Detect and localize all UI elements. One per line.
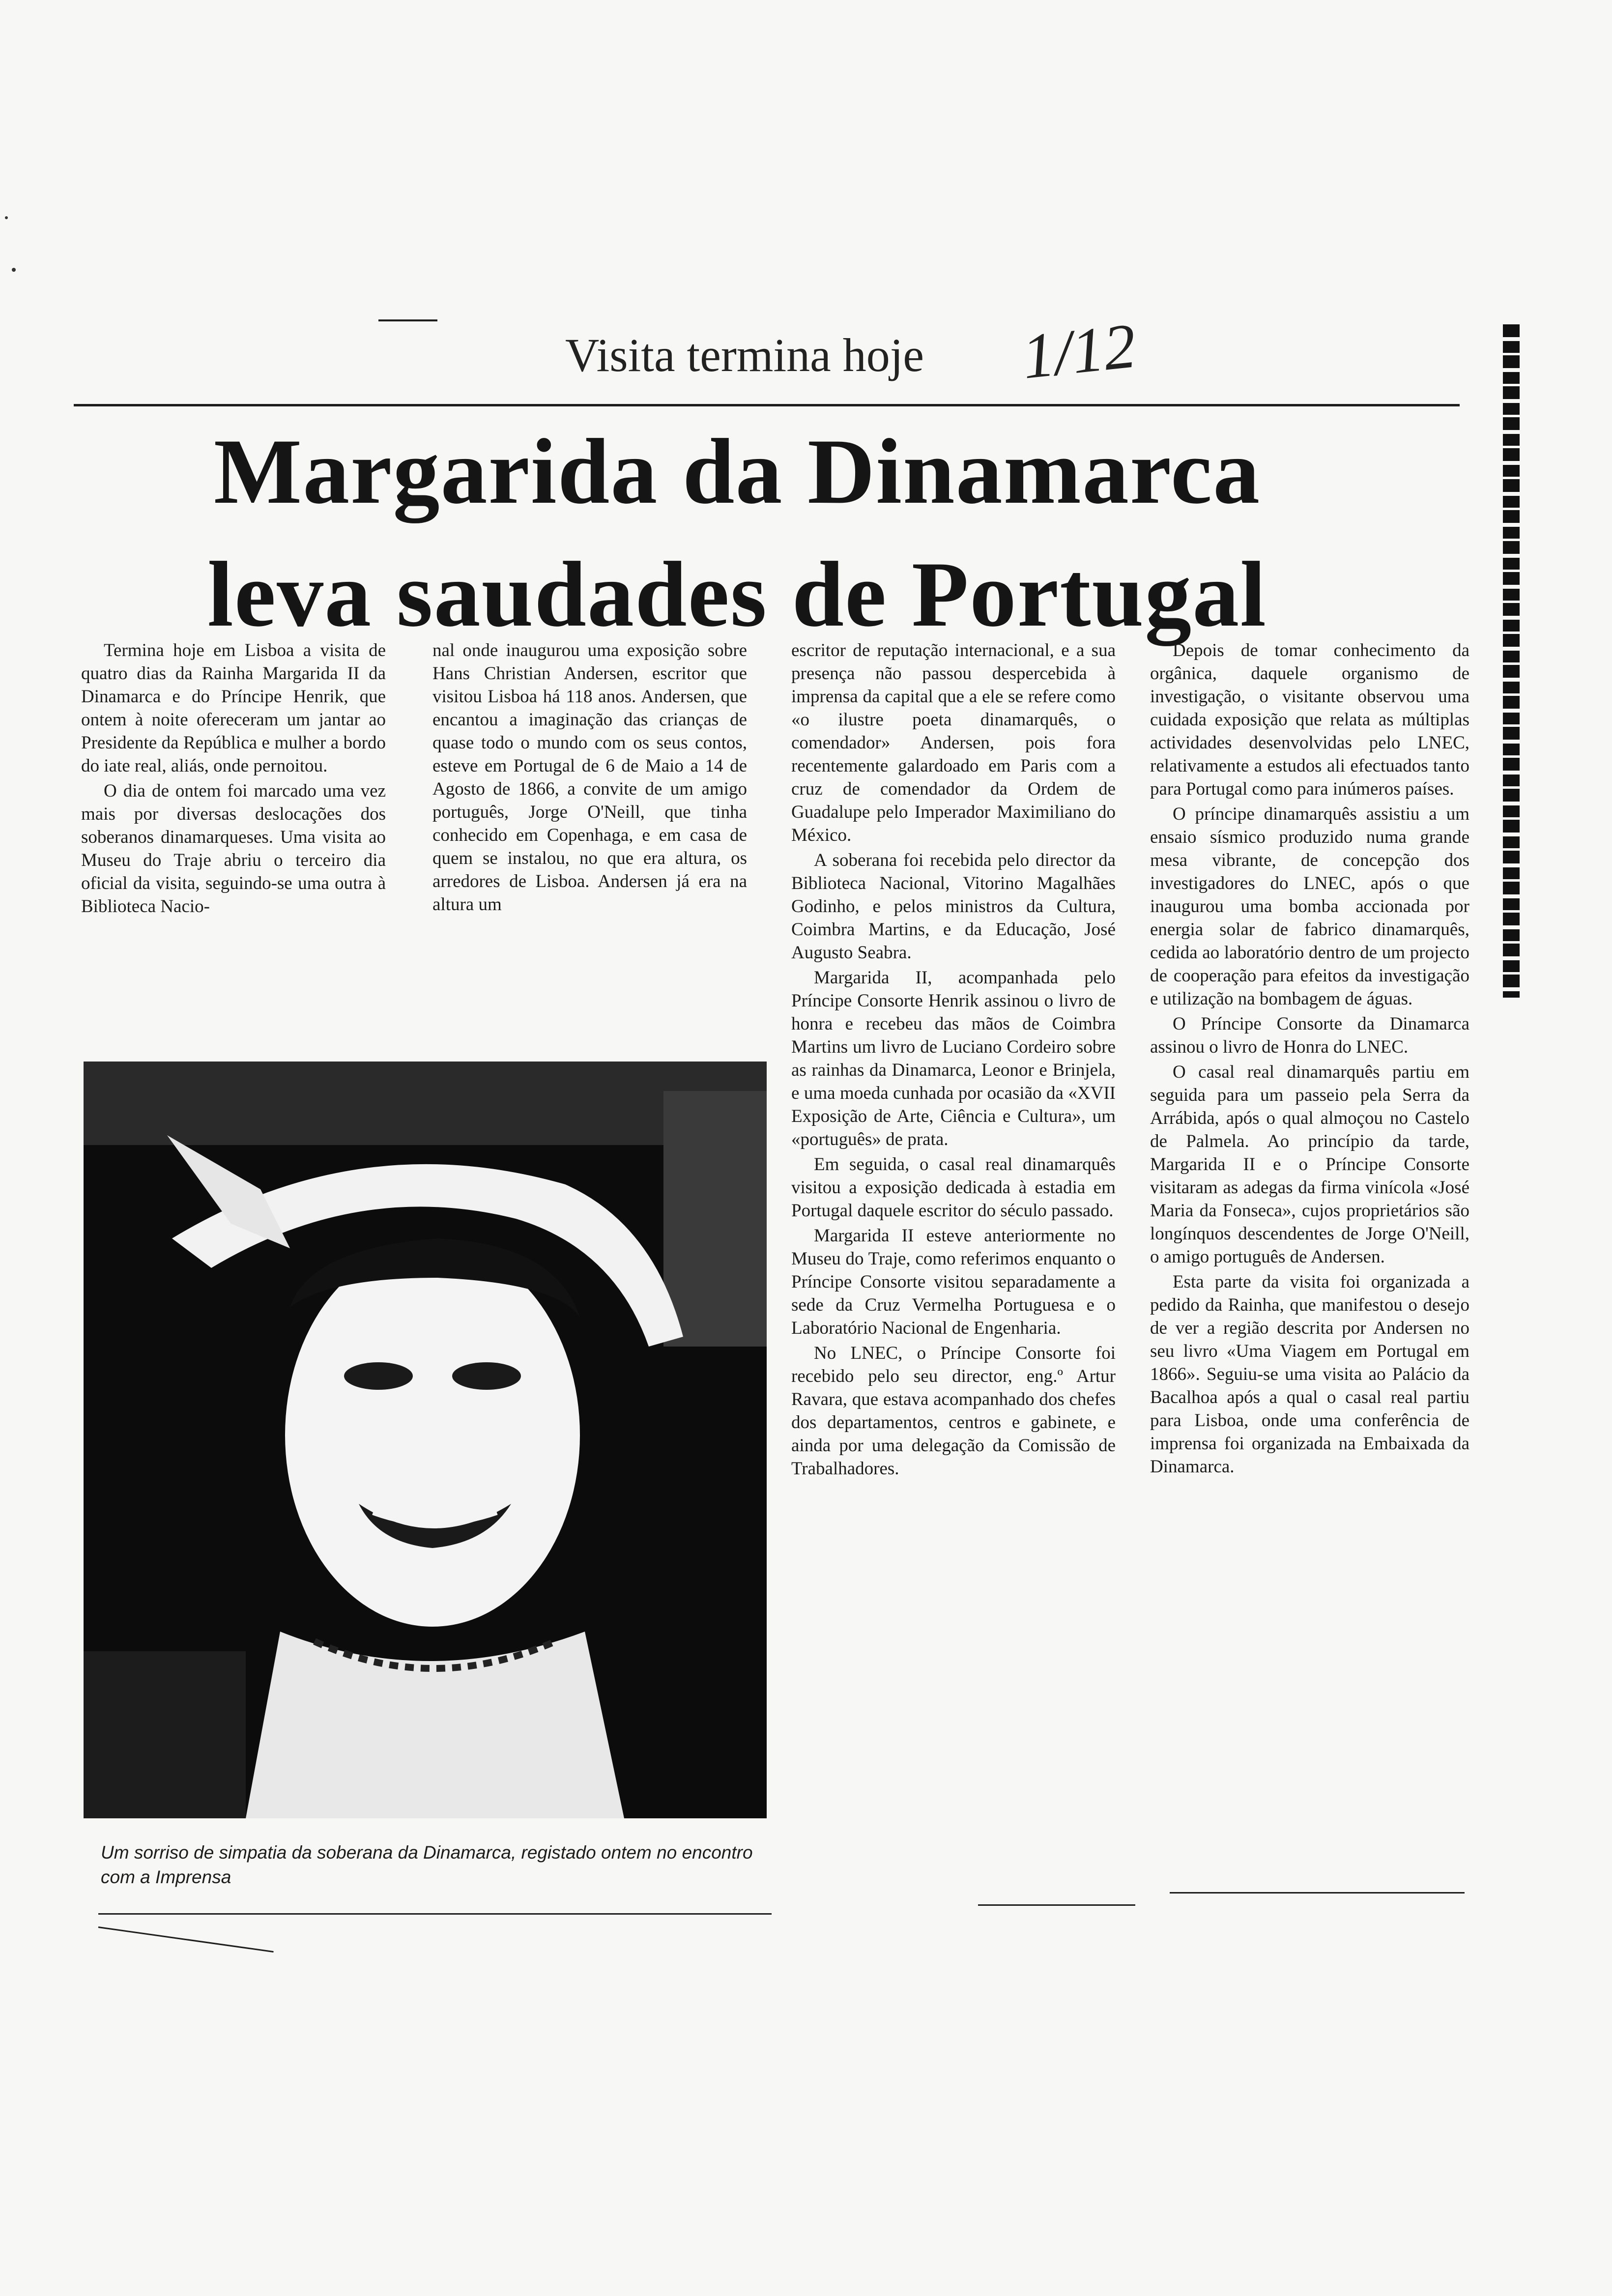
- column-4-end-rule: [1170, 1892, 1465, 1894]
- portrait-image: [84, 1062, 767, 1818]
- paragraph: Esta parte da visita foi organizada a pedido da Rainha, que manifestou o desejo de ver a região descrita por Andersen no seu livro «Uma Viagem em Portugal em 1866». Seguiu-se uma visita ao Palácio da Bacalhoa após a qual o casal real partiu para Lisboa, onde uma conferência de imprensa foi organizada na Embaixada da Dinamarca.: [1150, 1272, 1469, 1477]
- print-speck: [5, 216, 8, 219]
- headline-rule: [74, 404, 1460, 406]
- paragraph: Margarida II esteve anteriormente no Museu do Traje, como referimos enquanto o Príncipe Consorte visitou separadamente a sede da Cruz Vermelha Portuguesa e o Laboratório Nacional de Engenharia.: [791, 1226, 1116, 1338]
- paragraph: Depois de tomar conhecimento da orgânica, daquele organismo de investigação, o visitante observou uma cuidada exposição que relata as múltiplas actividades desenvolvidas pelo LNEC, relativamente a estudos ali efectuados tanto para Portugal como para inúmeros países.: [1150, 640, 1469, 799]
- caption-rule-stub: [98, 1926, 274, 1952]
- article-column-2: [432, 639, 747, 918]
- caption-rule: [98, 1913, 772, 1915]
- paragraph: O Príncipe Consorte da Dinamarca assinou o livro de Honra do LNEC.: [1150, 1014, 1469, 1057]
- photo-caption: Um sorriso de simpatia da soberana da Dinamarca, registado ontem no encontro com a Imprensa: [101, 1842, 753, 1887]
- article-column-4: [1150, 639, 1469, 1480]
- queen-photo: [84, 1062, 767, 1818]
- article-column-3: [791, 639, 1116, 1482]
- kicker: Visita termina hoje: [565, 329, 924, 381]
- paragraph: O príncipe dinamarquês assistiu a um ensaio sísmico produzido numa grande mesa vibrante, de concepção dos investigadores do LNEC, após o que inaugurou uma bomba accionada por energia solar de fabrico dinamarquês, cedida ao laboratório dentro de um projecto de cooperação para efeitos da investigação e utilização na bombagem de águas.: [1150, 804, 1469, 1009]
- paragraph: O dia de ontem foi marcado uma vez mais por diversas deslocações dos soberanos dinamarqueses. Uma visita ao Museu do Traje abriu o terceiro dia oficial da visita, seguindo-se uma outra à Biblioteca Nacio-: [81, 781, 386, 917]
- paragraph: A soberana foi recebida pelo director da Biblioteca Nacional, Vitorino Magalhães Godinho, e pelos ministros da Cultura, Coimbra Martins, e da Educação, José Augusto Seabra.: [791, 850, 1116, 963]
- paragraph: O casal real dinamarquês partiu em seguida para um passeio pela Serra da Arrábida, após o qual almoçou no Castelo de Palmela. Ao princípio da tarde, Margarida II e o Príncipe Consorte visitaram as adegas da firma vinícola «José Maria da Fonseca», cujos proprietários são longínquos descendentes de Jorge O'Neill, o amigo português de Andersen.: [1150, 1062, 1469, 1267]
- headline-line-1: Margarida da Dinamarca: [213, 420, 1261, 523]
- paragraph: No LNEC, o Príncipe Consorte foi recebido pelo seu director, eng.º Artur Ravara, que estava acompanhado dos chefes dos departamentos, centros e gabinete, e ainda por uma delegação da Comissão de Trabalhadores.: [791, 1343, 1116, 1479]
- handwritten-note: 1/12: [1019, 310, 1140, 393]
- paragraph: Margarida II, acompanhada pelo Príncipe Consorte Henrik assinou o livro de honra e recebeu das mãos de Coimbra Martins um livro de Luciano Cordeiro sobre as rainhas da Dinamarca, Leonor e Brinjela, e uma moeda cunhada por ocasião da «XVII Exposição de Arte, Ciência e Cultura», um «português» de prata.: [791, 968, 1116, 1149]
- headline-line-2: leva saudades de Portugal: [207, 543, 1267, 646]
- top-short-rule: [378, 319, 437, 321]
- headline: [147, 410, 1327, 656]
- article-column-1: [81, 639, 386, 920]
- paragraph: Termina hoje em Lisboa a visita de quatro dias da Rainha Margarida II da Dinamarca e do Príncipe Henrik, que ontem à noite ofereceram um jantar ao Presidente da República e mulher a bordo do iate real, aliás, onde pernoitou.: [81, 640, 386, 776]
- print-speck: [12, 268, 16, 272]
- paragraph: escritor de reputação internacional, e a sua presença não passou despercebida à imprensa da capital que a ele se refere como «o ilustre poeta dinamarquês, o comendador» Andersen, pois fora recentemente galardoado em Paris com a cruz de comendador da Ordem de Guadalupe pelo Imperador Maximiliano do México.: [791, 640, 1116, 845]
- margin-bar-mark: [1503, 324, 1520, 998]
- column-3-end-rule: [978, 1904, 1135, 1906]
- paragraph: Em seguida, o casal real dinamarquês visitou a exposição dedicada à estadia em Portugal daquele escritor do século passado.: [791, 1154, 1116, 1221]
- paragraph: nal onde inaugurou uma exposição sobre Hans Christian Andersen, escritor que visitou Lisboa há 118 anos. Andersen, que encantou a imaginação das crianças de quase todo o mundo com os seus contos, esteve em Portugal de 6 de Maio a 14 de Agosto de 1866, a convite de um amigo português, Jorge O'Neill, que tinha conhecido em Copenhaga, e em casa de quem se instalou, no que era altura, os arredores de Lisboa. Andersen já era na altura um: [432, 640, 747, 915]
